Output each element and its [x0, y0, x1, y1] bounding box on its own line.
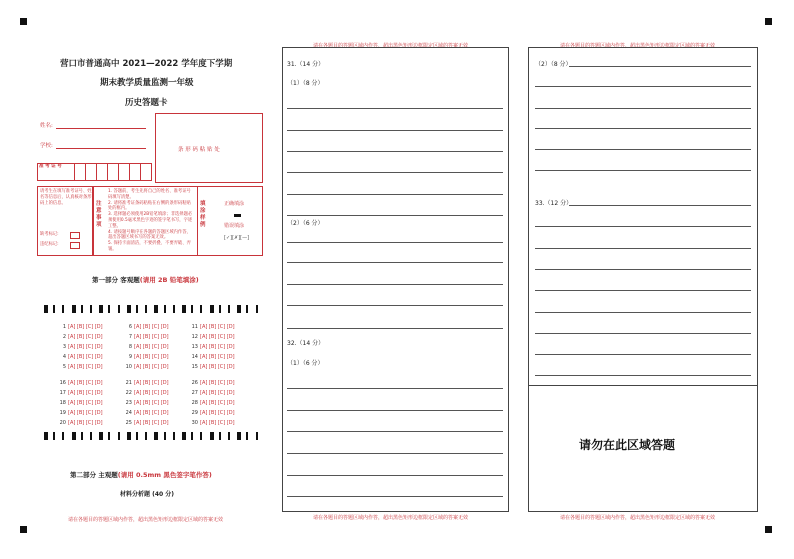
notice-item: 1. 答题前，考生先将自己的姓名、准考证号码填写清楚。	[108, 189, 191, 200]
timing-mark	[173, 305, 175, 313]
question-row-14[interactable]	[190, 354, 235, 360]
answer-options[interactable]: [A] [B] [C] [D]	[200, 420, 235, 426]
name-label: 姓名:	[40, 123, 53, 129]
timing-mark	[72, 305, 76, 313]
answer-line[interactable]	[535, 312, 751, 313]
answer-line[interactable]	[287, 431, 503, 432]
answer-options[interactable]: [A] [B] [C] [D]	[200, 390, 235, 396]
answer-line[interactable]	[535, 149, 751, 150]
question-number: 23	[125, 400, 132, 406]
question-row-13[interactable]	[190, 344, 235, 350]
question-row-27[interactable]	[190, 390, 235, 396]
timing-mark	[90, 432, 92, 440]
answer-line[interactable]	[287, 242, 503, 243]
question-row-4[interactable]	[58, 354, 103, 360]
timing-mark	[182, 432, 186, 440]
answer-options[interactable]: [A] [B] [C] [D]	[134, 380, 169, 386]
question-number: 7	[128, 334, 132, 340]
boundary-notice-right-bottom: 请在各题目的答题区域内作答，超出黑色矩形边框限定区域的答案无效	[560, 515, 716, 521]
timing-mark	[118, 432, 120, 440]
timing-mark	[99, 432, 103, 440]
question-row-28[interactable]	[190, 400, 235, 406]
question-number: 27	[191, 390, 198, 396]
answer-line[interactable]	[287, 108, 503, 109]
question-row-19[interactable]	[58, 410, 103, 416]
question-row-15[interactable]	[190, 364, 235, 370]
question-row-20[interactable]	[58, 420, 103, 426]
answer-options[interactable]: [A] [B] [C] [D]	[200, 410, 235, 416]
missing-mark-label: 缺考标记:	[40, 232, 59, 237]
question-number: 26	[191, 380, 198, 386]
correct-fill-mark	[234, 214, 241, 217]
question-row-24[interactable]	[124, 410, 169, 416]
timing-mark	[118, 305, 120, 313]
notice-title: 注 意 事 项	[96, 201, 102, 229]
name-field-line[interactable]	[56, 128, 146, 129]
timing-mark	[182, 305, 186, 313]
question-31-2-label: （2）（6 分）	[287, 220, 324, 227]
answer-line[interactable]	[569, 205, 751, 206]
timing-mark	[99, 305, 103, 313]
answer-line[interactable]	[287, 284, 503, 285]
question-32-2-label: （2）（8 分）	[535, 61, 572, 68]
wrong-fill-label: 错误填涂	[224, 223, 245, 229]
timing-mark	[246, 432, 248, 440]
question-row-5[interactable]	[58, 364, 103, 370]
answer-options[interactable]: [A] [B] [C] [D]	[68, 410, 103, 416]
question-row-17[interactable]	[58, 390, 103, 396]
question-number: 22	[125, 390, 132, 396]
barcode-paste-area	[155, 113, 263, 183]
timing-mark	[154, 432, 158, 440]
question-number: 13	[191, 344, 198, 350]
missing-mark-box[interactable]	[70, 232, 80, 239]
answer-line[interactable]	[535, 290, 751, 291]
timing-mark	[90, 305, 92, 313]
timing-mark	[53, 305, 55, 313]
answer-line[interactable]	[287, 194, 503, 195]
answer-options[interactable]: [A] [B] [C] [D]	[134, 354, 169, 360]
answer-options[interactable]: [A] [B] [C] [D]	[68, 420, 103, 426]
part2-heading	[70, 470, 212, 479]
school-field-line[interactable]	[56, 148, 146, 149]
answer-line[interactable]	[287, 410, 503, 411]
notice-items	[108, 189, 194, 253]
no-answer-zone	[529, 385, 757, 512]
corner-mark-bottom-right	[765, 526, 772, 533]
answer-options[interactable]: [A] [B] [C] [D]	[200, 364, 235, 370]
timing-mark	[154, 305, 158, 313]
answer-line[interactable]	[287, 130, 503, 131]
timing-mark	[200, 305, 202, 313]
timing-mark	[210, 305, 214, 313]
answer-line[interactable]	[535, 333, 751, 334]
question-row-18[interactable]	[58, 400, 103, 406]
wrong-fill-samples: [✓][✗][—]	[224, 235, 250, 241]
answer-options[interactable]: [A] [B] [C] [D]	[134, 334, 169, 340]
part1-heading-note: (请用 2B 铅笔填涂)	[139, 276, 199, 284]
question-number: 20	[59, 420, 66, 426]
timing-mark	[136, 432, 138, 440]
exam-number-cells	[64, 164, 152, 180]
question-number: 29	[191, 410, 198, 416]
timing-mark	[44, 305, 48, 313]
timing-mark	[256, 305, 258, 313]
answer-line[interactable]	[287, 262, 503, 263]
answer-options[interactable]: [A] [B] [C] [D]	[200, 400, 235, 406]
question-row-10[interactable]	[124, 364, 169, 370]
question-row-11[interactable]	[190, 324, 235, 330]
no-answer-zone-text: 请勿在此区域答题	[579, 438, 676, 452]
left-note-box	[37, 186, 93, 256]
answer-options[interactable]: [A] [B] [C] [D]	[68, 380, 103, 386]
corner-mark-top-right	[765, 18, 772, 25]
answer-options[interactable]: [A] [B] [C] [D]	[200, 380, 235, 386]
timing-mark	[127, 305, 131, 313]
question-number: 30	[191, 420, 198, 426]
answer-options[interactable]: [A] [B] [C] [D]	[134, 420, 169, 426]
timing-mark	[228, 305, 230, 313]
answer-line[interactable]	[287, 388, 503, 389]
answer-options[interactable]: [A] [B] [C] [D]	[200, 344, 235, 350]
question-number: 8	[128, 344, 132, 350]
answer-panel-middle	[282, 47, 509, 512]
timing-mark	[145, 305, 147, 313]
question-number: 3	[62, 344, 66, 350]
answer-line[interactable]	[535, 226, 751, 227]
notice-item: 2. 请将准考证条码粘贴在右侧的条形码粘贴处的框内。	[108, 200, 191, 212]
timing-mark	[200, 432, 202, 440]
answer-line[interactable]	[535, 269, 751, 270]
timing-mark	[237, 432, 241, 440]
answer-panel-right	[528, 47, 758, 512]
part1-heading	[92, 275, 199, 284]
corner-mark-bottom-left	[20, 526, 27, 533]
answer-line[interactable]	[535, 170, 751, 171]
question-row-21[interactable]	[124, 380, 169, 386]
question-number: 2	[62, 334, 66, 340]
answer-options[interactable]: [A] [B] [C] [D]	[68, 390, 103, 396]
question-32-1-label: （1）（6 分）	[287, 360, 324, 367]
answer-options[interactable]: [A] [B] [C] [D]	[134, 390, 169, 396]
answer-line[interactable]	[535, 108, 751, 109]
answer-options[interactable]: [A] [B] [C] [D]	[68, 334, 103, 340]
question-number: 9	[128, 354, 132, 360]
answer-line[interactable]	[287, 496, 503, 497]
answer-line[interactable]	[287, 328, 503, 329]
timing-mark	[219, 305, 221, 313]
timing-mark	[173, 432, 175, 440]
timing-mark	[53, 432, 55, 440]
question-number: 1	[62, 324, 66, 330]
question-row-8[interactable]	[124, 344, 169, 350]
timing-mark	[72, 432, 76, 440]
answer-options[interactable]: [A] [B] [C] [D]	[134, 344, 169, 350]
answer-options[interactable]: [A] [B] [C] [D]	[134, 410, 169, 416]
answer-line[interactable]	[535, 248, 751, 249]
question-row-22[interactable]	[124, 390, 169, 396]
question-row-6[interactable]	[124, 324, 169, 330]
answer-options[interactable]: [A] [B] [C] [D]	[200, 334, 235, 340]
part2-heading-note: (请用 0.5mm 黑色签字笔作答)	[117, 471, 212, 479]
question-number: 18	[59, 400, 66, 406]
answer-line[interactable]	[287, 172, 503, 173]
boundary-notice-mid-top: 请在各题目的答题区域内作答，超出黑色矩形边框限定区域的答案无效	[313, 43, 469, 49]
question-number: 28	[191, 400, 198, 406]
timing-mark	[62, 305, 64, 313]
exam-title-line2: 期末教学质量监测一年级	[100, 78, 194, 88]
question-33-label: 33.（12 分）	[535, 200, 573, 207]
question-number: 6	[128, 324, 132, 330]
answer-options[interactable]: [A] [B] [C] [D]	[134, 364, 169, 370]
answer-options[interactable]: [A] [B] [C] [D]	[134, 324, 169, 330]
part2-heading-text: 第二部分 主观题	[70, 471, 118, 479]
violation-mark-box[interactable]	[70, 242, 80, 249]
answer-options[interactable]: [A] [B] [C] [D]	[134, 400, 169, 406]
answer-options[interactable]: [A] [B] [C] [D]	[68, 354, 103, 360]
exam-title-line3: 历史答题卡	[125, 98, 168, 108]
fill-sample-label: 填 涂 样 例	[200, 201, 206, 229]
boundary-notice-right-top: 请在各题目的答题区域内作答，超出黑色矩形边框限定区域的答案无效	[560, 43, 716, 49]
question-row-2[interactable]	[58, 334, 103, 340]
answer-line[interactable]	[535, 128, 751, 129]
timing-mark	[210, 432, 214, 440]
timing-mark	[81, 432, 83, 440]
part1-heading-text: 第一部分 客观题	[92, 276, 140, 284]
answer-line[interactable]	[287, 215, 503, 216]
notice-item: 3. 选择题必须使用2B铅笔填涂；非选择题必须使用0.5毫米黑色字迹的签字笔书写，字迹工整。	[108, 212, 193, 229]
question-number: 15	[191, 364, 198, 370]
question-row-16[interactable]	[58, 380, 103, 386]
question-number: 17	[59, 390, 66, 396]
question-row-1[interactable]	[58, 324, 103, 330]
boundary-notice-mid-bottom: 请在各题目的答题区域内作答，超出黑色矩形边框限定区域的答案无效	[313, 515, 469, 521]
timing-mark	[256, 432, 258, 440]
notice-item: 5. 保持卡面清洁，不要折叠、不要弄破、弄皱。	[108, 241, 191, 252]
answer-options[interactable]: [A] [B] [C] [D]	[68, 400, 103, 406]
question-row-23[interactable]	[124, 400, 169, 406]
timing-mark	[191, 432, 193, 440]
answer-options[interactable]: [A] [B] [C] [D]	[200, 324, 235, 330]
answer-line[interactable]	[287, 453, 503, 454]
answer-line[interactable]	[287, 151, 503, 152]
answer-options[interactable]: [A] [B] [C] [D]	[68, 364, 103, 370]
question-number: 25	[125, 420, 132, 426]
question-row-26[interactable]	[190, 380, 235, 386]
notice-item: 4. 请按题号顺序在各题的答题区域内作答，超出答题区域书写的答案无效。	[108, 229, 191, 241]
answer-line[interactable]	[535, 375, 751, 376]
timing-mark	[219, 432, 221, 440]
timing-mark	[145, 432, 147, 440]
answer-options[interactable]: [A] [B] [C] [D]	[68, 324, 103, 330]
timing-mark	[81, 305, 83, 313]
timing-mark	[62, 432, 64, 440]
barcode-label: 条 形 码 粘 贴 处	[178, 147, 220, 153]
exam-number-label: 准 考 证 号	[39, 164, 62, 169]
question-row-9[interactable]	[124, 354, 169, 360]
question-row-29[interactable]	[190, 410, 235, 416]
question-32-label: 32.（14 分）	[287, 340, 325, 347]
question-number: 19	[59, 410, 66, 416]
question-number: 21	[125, 380, 132, 386]
timing-mark	[127, 432, 131, 440]
question-number: 10	[125, 364, 132, 370]
exam-number-grid[interactable]	[37, 163, 152, 181]
answer-options[interactable]: [A] [B] [C] [D]	[200, 354, 235, 360]
answer-line[interactable]	[287, 305, 503, 306]
timing-mark	[136, 305, 138, 313]
timing-mark	[246, 305, 248, 313]
part2-subheading: 材料分析题 (40 分)	[120, 491, 175, 498]
question-number: 14	[191, 354, 198, 360]
school-label: 学校:	[40, 143, 53, 149]
question-number: 4	[62, 354, 66, 360]
timing-mark	[164, 305, 166, 313]
question-row-12[interactable]	[190, 334, 235, 340]
timing-mark	[191, 305, 193, 313]
timing-mark	[44, 432, 48, 440]
question-31-label: 31.（14 分）	[287, 61, 325, 68]
question-number: 16	[59, 380, 66, 386]
corner-mark-top-left	[20, 18, 27, 25]
question-row-3[interactable]	[58, 344, 103, 350]
boundary-notice-left-bottom: 请在各题目的答题区域内作答，超出黑色矩形边框限定区域的答案无效	[68, 517, 224, 523]
answer-line[interactable]	[535, 354, 751, 355]
timing-mark	[237, 305, 241, 313]
question-number: 12	[191, 334, 198, 340]
violation-mark-label: 违纪标记:	[40, 242, 59, 247]
question-row-25[interactable]	[124, 420, 169, 426]
timing-mark	[164, 432, 166, 440]
question-31-1-label: （1）（8 分）	[287, 80, 324, 87]
question-number: 5	[62, 364, 66, 370]
question-row-30[interactable]	[190, 420, 235, 426]
answer-options[interactable]: [A] [B] [C] [D]	[68, 344, 103, 350]
correct-fill-label: 正确填涂	[224, 201, 245, 207]
left-note-text: 请考生在填写准考证号、姓名等信息后，认真核对条形码上的信息。	[40, 189, 92, 206]
timing-mark	[108, 432, 110, 440]
question-number: 11	[191, 324, 198, 330]
timing-mark	[108, 305, 110, 313]
question-row-7[interactable]	[124, 334, 169, 340]
answer-line[interactable]	[535, 86, 751, 87]
timing-mark	[228, 432, 230, 440]
answer-line[interactable]	[569, 66, 751, 67]
exam-title-line1: 营口市普通高中 2021—2022 学年度下学期	[60, 59, 233, 69]
notice-box	[93, 186, 263, 256]
question-number: 24	[125, 410, 132, 416]
answer-line[interactable]	[287, 475, 503, 476]
